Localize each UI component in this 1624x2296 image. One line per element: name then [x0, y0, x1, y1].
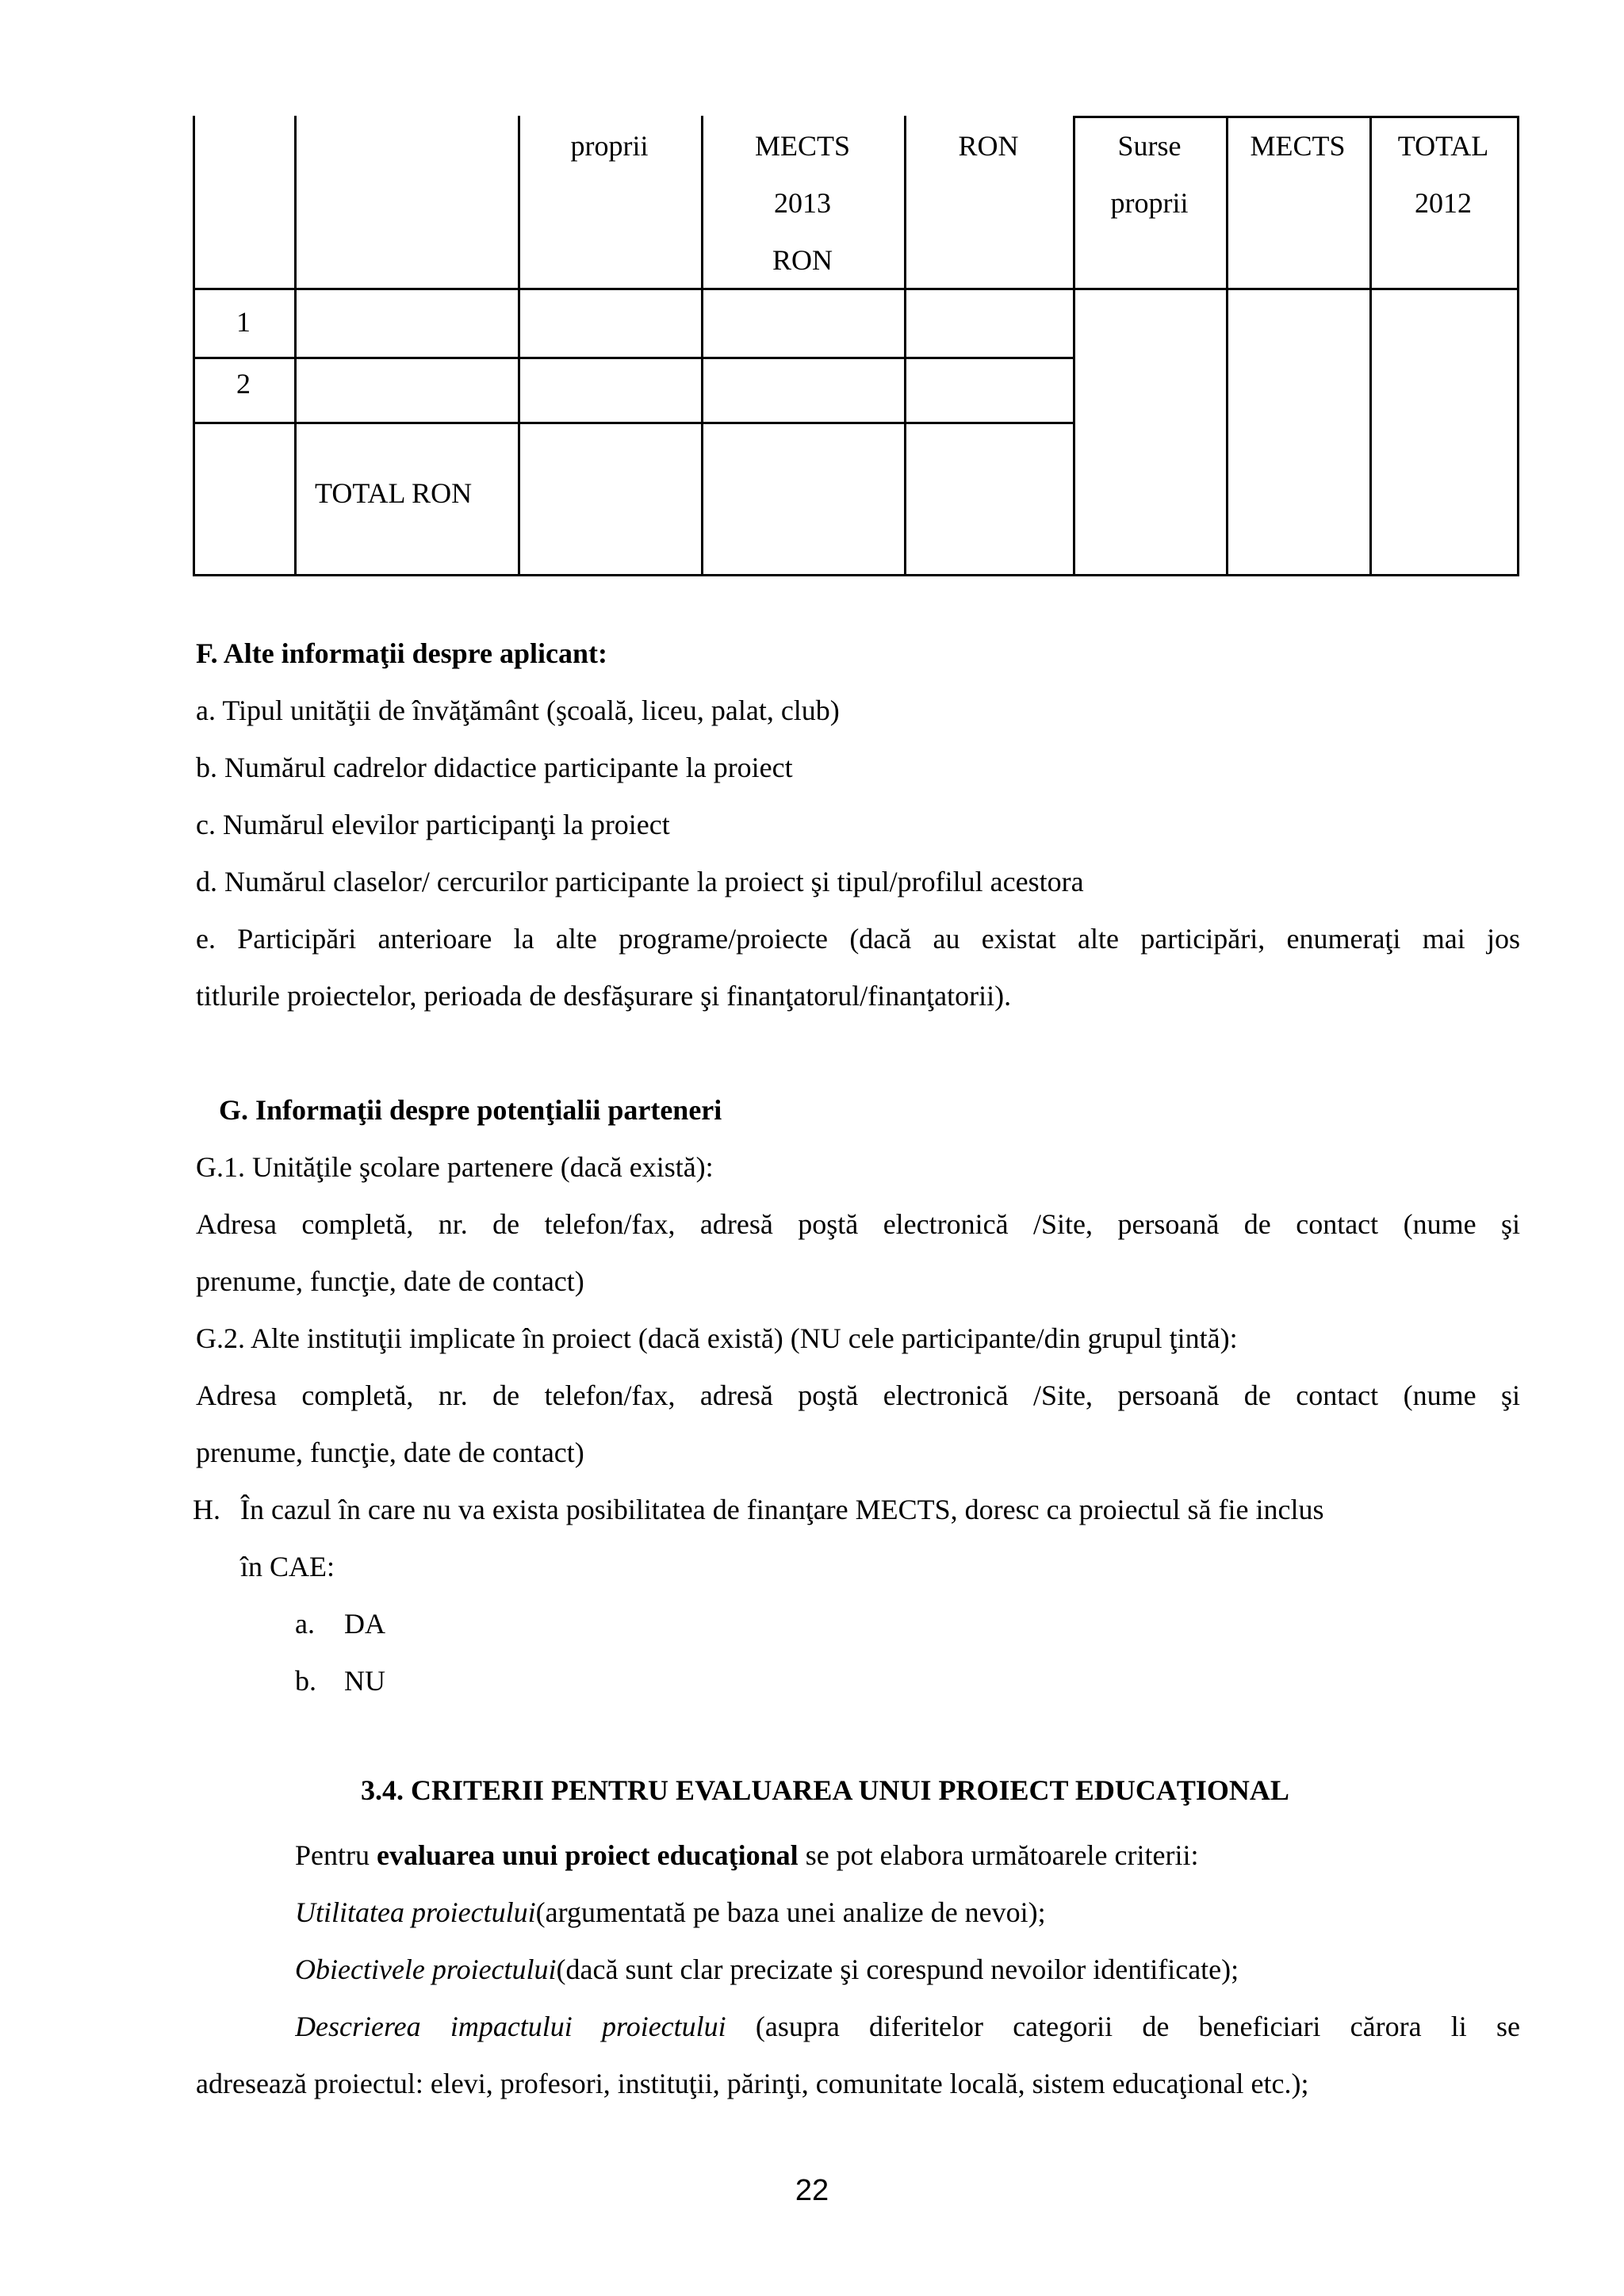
header-2012: 2012	[1415, 187, 1472, 219]
section-f-item-a: a. Tipul unităţii de învăţământ (şcoală, liceu, palat, club)	[196, 695, 840, 726]
section-h-marker: H.	[193, 1494, 220, 1525]
option-b-letter: b.	[295, 1665, 316, 1697]
section-g2-line1: Adresa completă, nr. de telefon/fax, adresă poştă electronică /Site, persoană de contact (nume şi	[196, 1380, 1520, 1411]
option-b-label: NU	[344, 1665, 385, 1697]
header-ron: RON	[772, 244, 833, 276]
section-g1-line2: prenume, funcţie, date de contact)	[196, 1265, 584, 1297]
total-ron-label: TOTAL RON	[315, 477, 473, 509]
option-a-letter: a.	[295, 1608, 315, 1640]
header-surse: Surse	[1117, 130, 1182, 162]
section-f-item-e-line2: titlurile proiectelor, perioada de desfăşurare şi finanţatorul/finanţatorii).	[196, 980, 1012, 1012]
row-number-2: 2	[236, 368, 251, 400]
header-proprii: proprii	[570, 130, 649, 162]
section-f-item-c: c. Numărul elevilor participanţi la proiect	[196, 809, 670, 840]
header-proprii-2: proprii	[1110, 187, 1189, 219]
criteria-intro	[295, 1838, 1198, 1873]
criterion-obiective	[295, 1952, 1239, 1987]
section-3-4-heading: 3.4. CRITERII PENTRU EVALUAREA UNUI PROIECT EDUCAŢIONAL	[361, 1774, 1289, 1806]
header-ron-2: RON	[958, 130, 1019, 162]
criteria-intro-post: se pot elabora următoarele criterii:	[798, 1839, 1199, 1871]
row-number-1: 1	[236, 306, 251, 338]
header-mects: MECTS	[754, 130, 851, 162]
header-total: TOTAL	[1397, 130, 1489, 162]
section-h-line2: în CAE:	[240, 1551, 335, 1582]
header-mects-2: MECTS	[1250, 130, 1346, 162]
section-f-title: F. Alte informaţii despre aplicant:	[196, 637, 607, 669]
criterion-impact	[295, 2009, 1520, 2044]
criterion-utilitate-rest: (argumentată pe baza unei analize de nevoi);	[535, 1896, 1046, 1928]
section-h-line1: În cazul în care nu va exista posibilitatea de finanţare MECTS, doresc ca proiectul să fie inclus	[240, 1494, 1324, 1525]
criterion-impact-rest: (asupra diferitelor categorii de beneficiari cărora li se	[726, 2011, 1520, 2042]
criterion-utilitate-italic: Utilitatea proiectului	[295, 1896, 536, 1928]
criterion-obiective-italic: Obiectivele proiectului	[295, 1954, 557, 1985]
criteria-intro-bold: evaluarea unui proiect educaţional	[377, 1839, 799, 1871]
criterion-utilitate	[295, 1895, 1046, 1930]
section-g2-title: G.2. Alte instituţii implicate în proiect (dacă există) (NU cele participante/din grupul ţintă):	[196, 1322, 1238, 1354]
section-f-item-d: d. Numărul claselor/ cercurilor participante la proiect şi tipul/profilul acestora	[196, 866, 1084, 897]
criterion-impact-line2: adresează proiectul: elevi, profesori, instituţii, părinţi, comunitate locală, sistem educaţional etc.);	[196, 2068, 1309, 2099]
header-2013: 2013	[774, 187, 831, 219]
section-g2-line2: prenume, funcţie, date de contact)	[196, 1437, 584, 1468]
criterion-obiective-rest: (dacă sunt clar precizate şi corespund nevoilor identificate);	[556, 1954, 1239, 1985]
criterion-impact-italic: Descrierea impactului proiectului	[295, 2011, 726, 2042]
page-number: 22	[795, 2174, 829, 2207]
section-g1-title: G.1. Unităţile şcolare partenere (dacă există):	[196, 1151, 714, 1183]
section-f-item-e-line1: e. Participări anterioare la alte programe/proiecte (dacă au existat alte participări, enumeraţi mai jos	[196, 923, 1520, 955]
option-a-label: DA	[344, 1608, 385, 1640]
section-f-item-b: b. Numărul cadrelor didactice participante la proiect	[196, 752, 793, 783]
section-g1-line1: Adresa completă, nr. de telefon/fax, adresă poştă electronică /Site, persoană de contact (nume şi	[196, 1208, 1520, 1240]
criteria-intro-pre: Pentru	[295, 1839, 377, 1871]
section-g-title: G. Informaţii despre potenţialii parteneri	[219, 1094, 722, 1126]
budget-table	[193, 116, 1519, 576]
